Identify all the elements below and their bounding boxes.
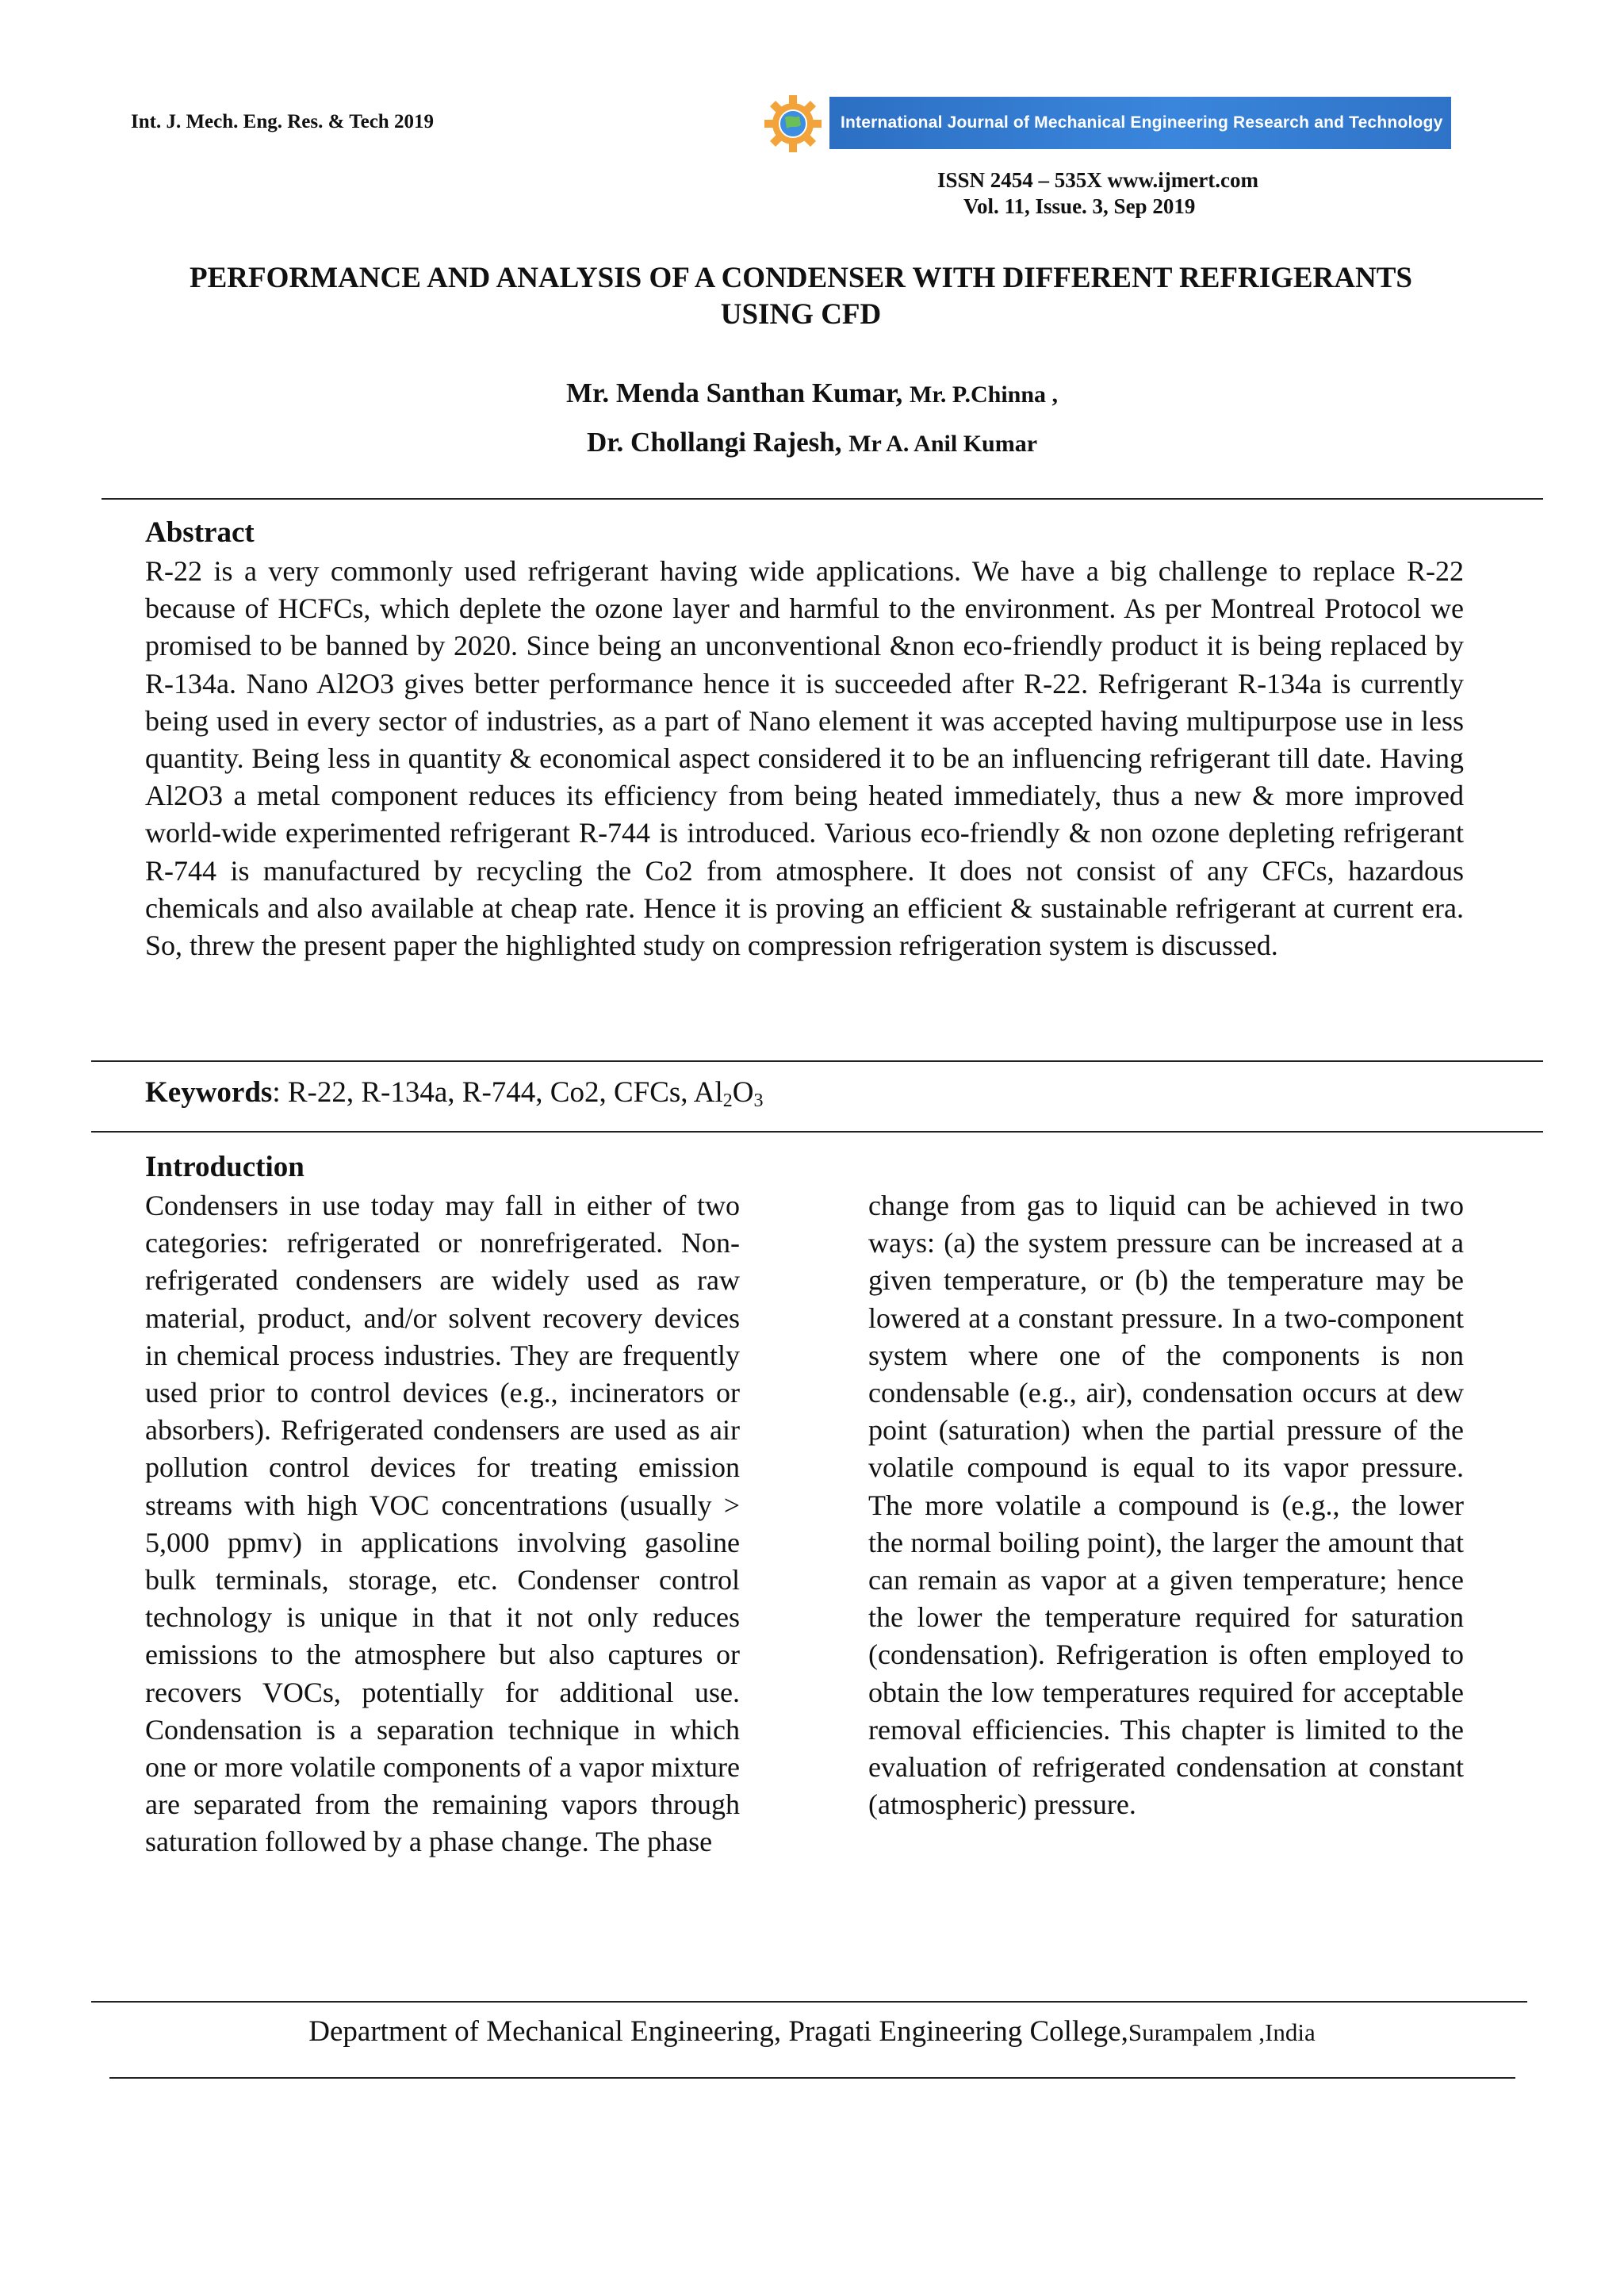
journal-reference: Int. J. Mech. Eng. Res. & Tech 2019 — [131, 111, 434, 132]
keywords-list-tail: O — [732, 1076, 754, 1109]
abstract-heading: Abstract — [145, 516, 255, 549]
abstract-body: R-22 is a very commonly used refrigerant having wide applications. We have a big challenge to replace R-22 because of HCFCs, which deplete the ozone layer and harmful to the environment. As per Montreal Protocol we promised to be banned by 2020. Since being an unconventional &non eco-friendly product it is being replaced by R-134a. Nano Al2O3 gives better performance hence it is succeeded after R-22. Refrigerant R-134a is currently being used in every sector of industries, as a part of Nano element it was accepted having multipurpose use in less quantity. Being less in quantity & economical aspect considered it to be an influencing refrigerant till date. Having Al2O3 a metal component reduces its efficiency from being heated immediately, thus a new & more improved world-wide experimented refrigerant R-744 is introduced. Various eco-friendly & non ozone depleting refrigerant R-744 is manufactured by recycling the Co2 from atmosphere. It does not consist of any CFCs, hazardous chemicals and also available at cheap rate. Hence it is proving an efficient & sustainable refrigerant at current era. So, threw the present paper the highlighted study on compression refrigeration system is discussed. — [145, 555, 1464, 962]
volume-line: Vol. 11, Issue. 3, Sep 2019 — [963, 194, 1196, 218]
keywords-list: : R-22, R-134a, R-744, Co2, CFCs, Al — [272, 1076, 723, 1109]
keywords-subscript: 2 — [722, 1091, 733, 1111]
divider — [102, 498, 1543, 500]
journal-banner-title: International Journal of Mechanical Engineering Research and Technology — [829, 97, 1451, 149]
authors-line-2 — [0, 427, 1624, 458]
author-name: Mr A. Anil Kumar — [848, 431, 1038, 457]
footer-divider — [109, 2077, 1515, 2079]
divider — [91, 1131, 1543, 1133]
journal-banner — [761, 94, 1451, 154]
affiliation-location: Surampalem ,India — [1128, 2018, 1316, 2046]
issn-line: ISSN 2454 – 535X www.ijmert.com — [937, 168, 1258, 192]
footer-divider — [91, 2001, 1527, 2003]
introduction-right-column: change from gas to liquid can be achieved in two ways: (a) the system pressure can be increased at a given temperature, or (b) the temperature may be lowered at a constant pressure. In a two-component system where one of the components is non condensable (e.g., air), condensation occurs at dew point (saturation) when the partial pressure of the volatile compound is equal to its vapor pressure. The more volatile a compound is (e.g., the lower the normal boiling point), the larger the amount that can remain as vapor at a given temperature; hence the lower the temperature required for saturation (condensation). Refrigeration is often employed to obtain the low temperatures required for acceptable removal efficiencies. This chapter is limited to the evaluation of refrigerated condensation at constant (atmospheric) pressure. — [868, 1190, 1464, 1821]
affiliation-main: Department of Mechanical Engineering, Pragati Engineering College, — [308, 2015, 1128, 2048]
author-name: Dr. Chollangi Rajesh, — [586, 427, 842, 458]
introduction-left-column: Condensers in use today may fall in either of two categories: refrigerated or nonrefrigerated. Non- refrigerated condensers are widely used as raw material, product, and/or solvent recovery devices in chemical process industries. They are frequently used prior to control devices (e.g., incinerators or absorbers). Refrigerated condensers are used as air pollution control devices for treating emission streams with high VOC concentrations (usually > 5,000 ppmv) in applications involving gasoline bulk terminals, storage, etc. Condenser control technology is unique in that it not only reduces emissions to the atmosphere but also captures or recovers VOCs, potentially for additional use. Condensation is a separation technique in which one or more volatile components of a vapor mixture are separated from the remaining vapors through saturation followed by a phase change. The phase — [145, 1190, 740, 1858]
introduction-heading: Introduction — [145, 1151, 304, 1183]
authors-line-1 — [0, 378, 1624, 409]
keywords-line — [145, 1075, 764, 1112]
paper-title: PERFORMANCE AND ANALYSIS OF A CONDENSER WITH DIFFERENT REFRIGERANTS USING CFD — [190, 262, 1412, 331]
author-name: Mr. Menda Santhan Kumar, — [565, 378, 903, 408]
keywords-subscript: 3 — [753, 1091, 764, 1111]
author-name: Mr. P.Chinna , — [910, 381, 1059, 408]
keywords-label: Keywords — [145, 1076, 273, 1109]
gear-globe-logo-icon — [761, 94, 829, 154]
footer-affiliation — [0, 2014, 1624, 2049]
divider — [91, 1060, 1543, 1062]
